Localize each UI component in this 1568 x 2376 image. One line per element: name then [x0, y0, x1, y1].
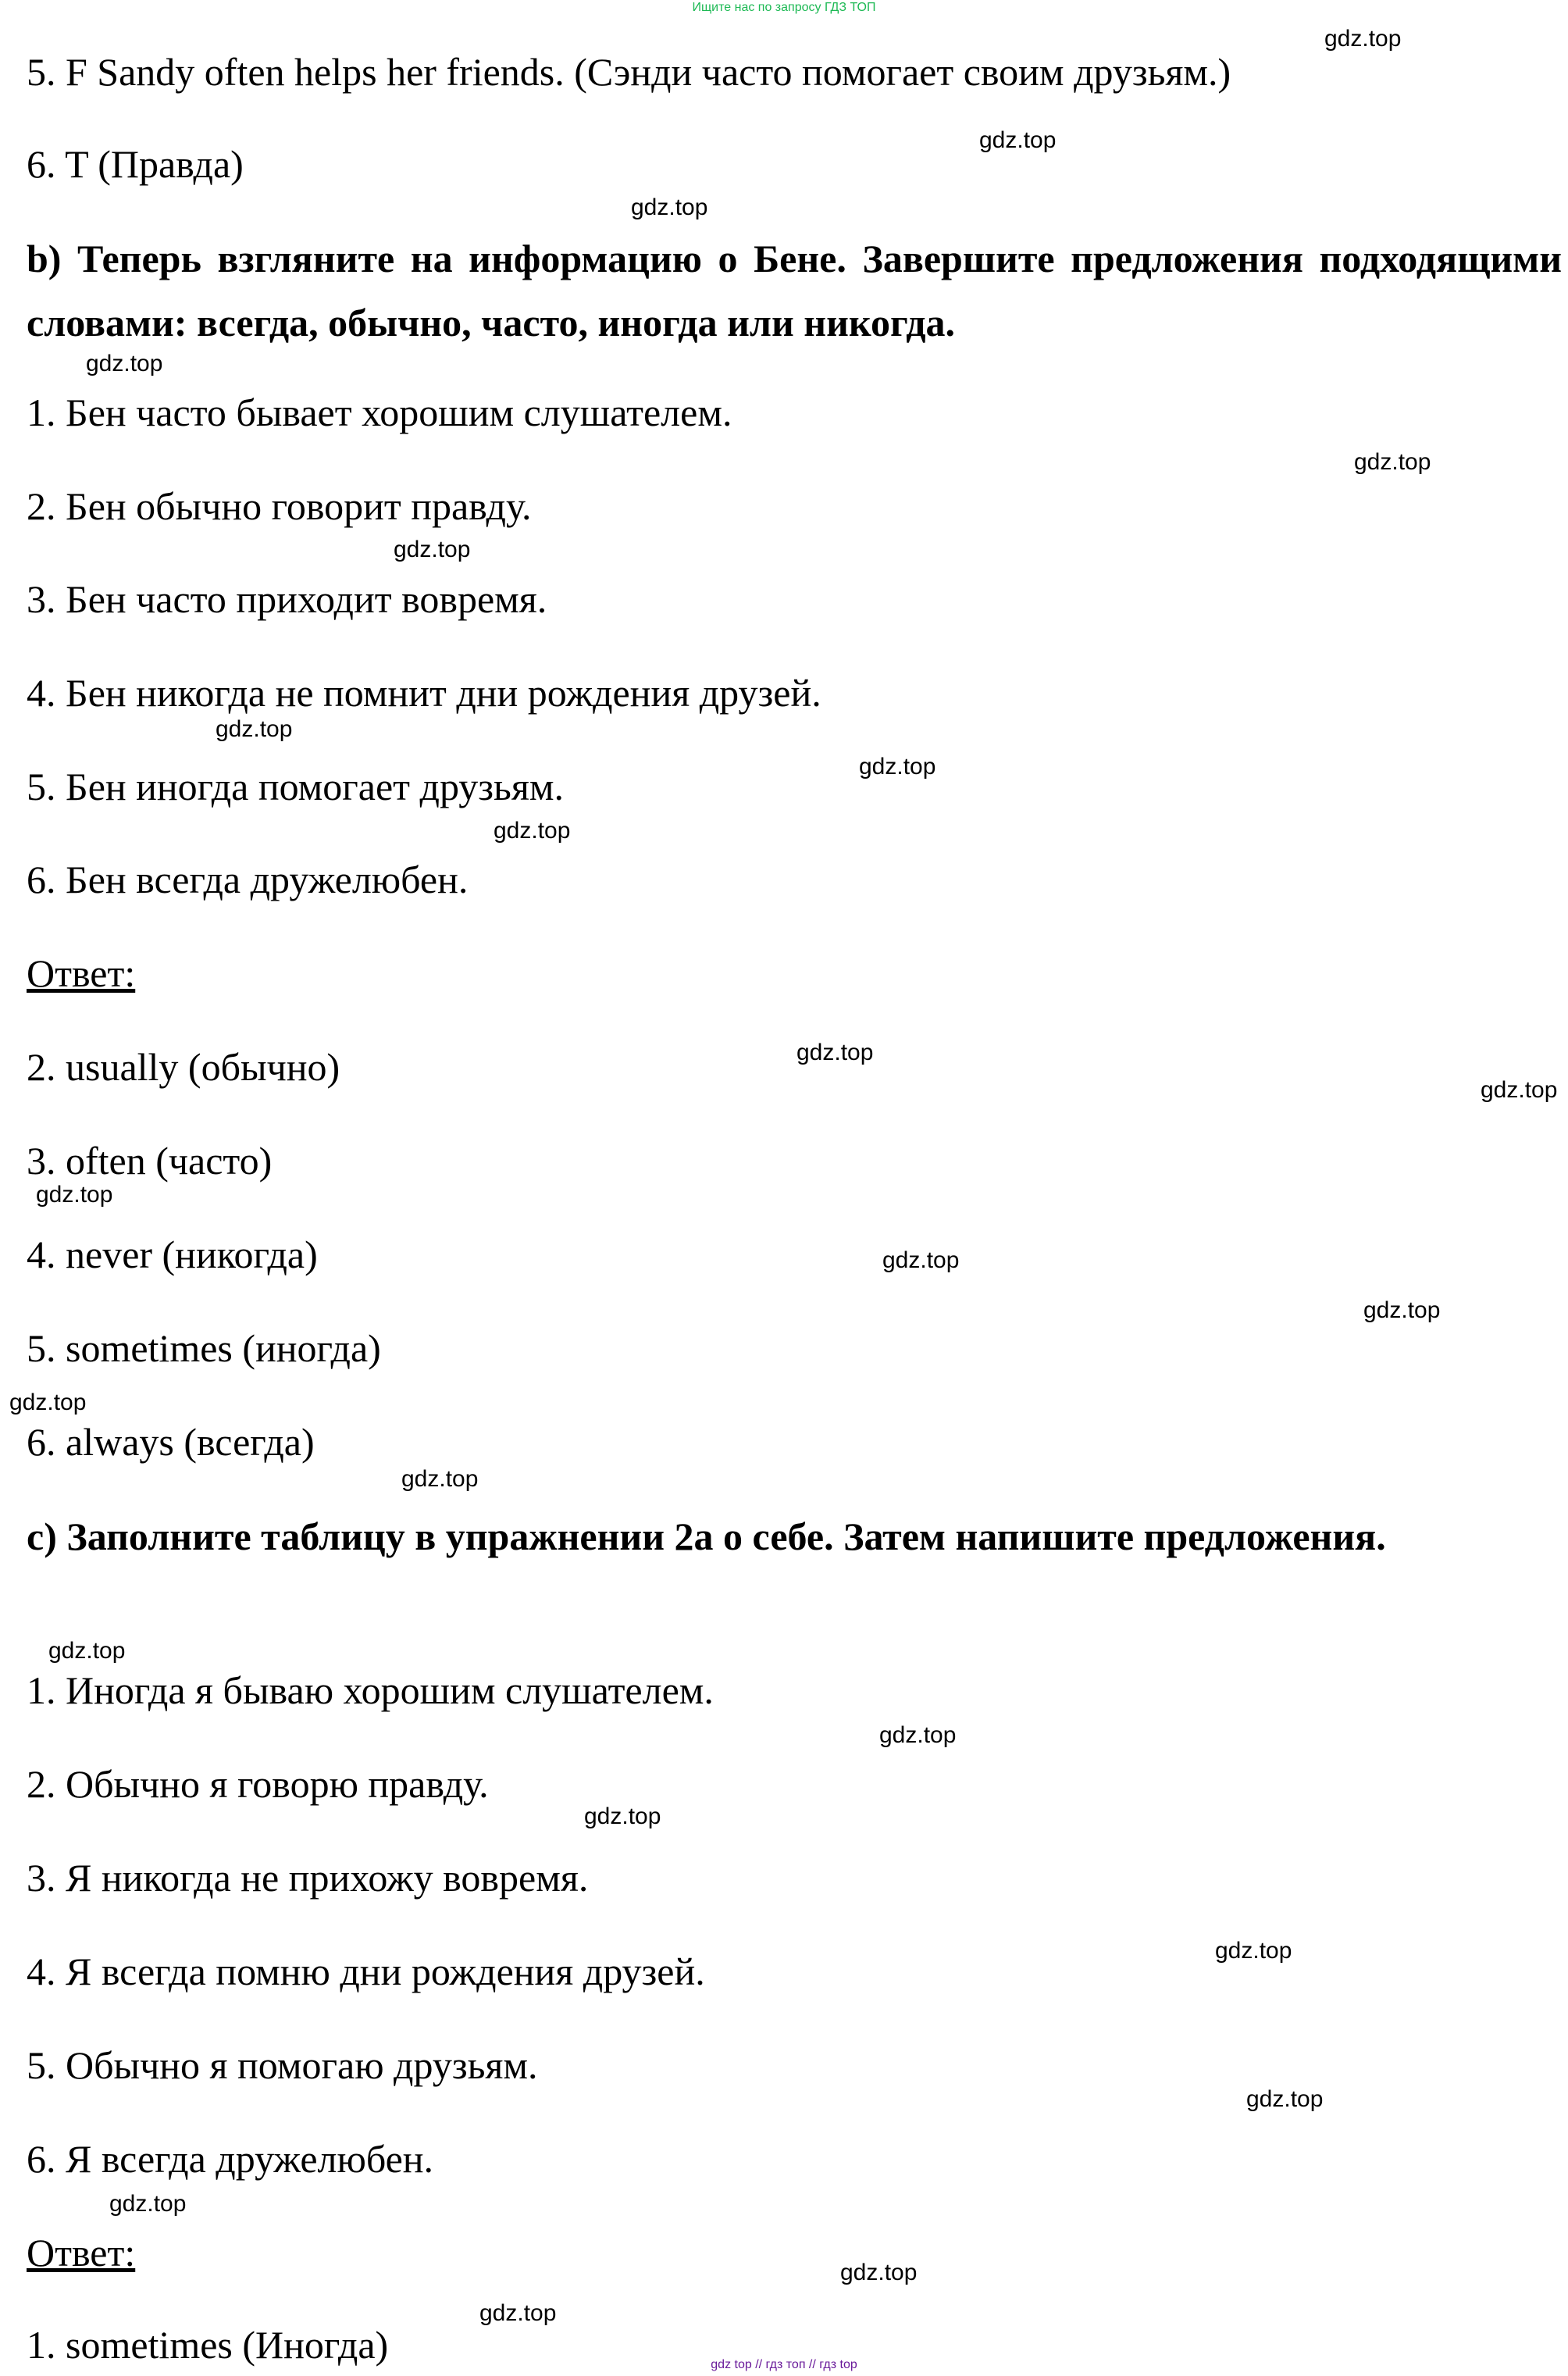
watermark: gdz.top — [1246, 2086, 1324, 2112]
watermark: gdz.top — [631, 194, 708, 220]
watermark: gdz.top — [859, 754, 936, 780]
watermark: gdz.top — [48, 1638, 126, 1664]
watermark: gdz.top — [1324, 26, 1402, 52]
watermark: gdz.top — [979, 127, 1057, 153]
section-b-sentence-2: 2. Бен обычно говорит правду. — [27, 484, 532, 528]
section-b-sentence-5: 5. Бен иногда помогает друзьям. — [27, 765, 564, 808]
watermark: gdz.top — [109, 2191, 187, 2217]
watermark: gdz.top — [401, 1466, 479, 1492]
section-b-answer-6: 6. always (всегда) — [27, 1420, 315, 1464]
section-b-answer-2: 2. usually (обычно) — [27, 1045, 340, 1089]
section-a-line-5: 5. F Sandy often helps her friends. (Сэнди часто помогает своим друзьям.) — [27, 50, 1231, 94]
watermark: gdz.top — [879, 1722, 957, 1748]
section-b-sentence-1: 1. Бен часто бывает хорошим слушателем. — [27, 391, 732, 434]
section-b-answer-4: 4. never (никогда) — [27, 1233, 318, 1276]
section-b-sentence-6: 6. Бен всегда дружелюбен. — [27, 858, 469, 901]
section-c-sentence-6: 6. Я всегда дружелюбен. — [27, 2137, 434, 2181]
watermark: gdz.top — [36, 1182, 113, 1208]
watermark: gdz.top — [1363, 1297, 1441, 1323]
section-b-sentence-3: 3. Бен часто приходит вовремя. — [27, 577, 547, 621]
watermark: gdz.top — [9, 1390, 87, 1415]
section-b-instruction: b) Теперь взгляните на информацию о Бене. Завершите предложения подходящими словами: всегда, обычно, часто, иногда или никогда. — [27, 237, 1562, 344]
header-note: Ищите нас по запросу ГДЗ ТОП — [692, 1, 876, 14]
watermark: gdz.top — [796, 1040, 874, 1065]
watermark: gdz.top — [394, 537, 471, 562]
footer-note: gdz top // гдз топ // гдз top — [711, 2358, 857, 2371]
section-b-answer-5: 5. sometimes (иногда) — [27, 1326, 381, 1370]
watermark: gdz.top — [479, 2300, 557, 2326]
watermark: gdz.top — [86, 351, 163, 376]
watermark: gdz.top — [882, 1247, 960, 1273]
watermark: gdz.top — [494, 818, 571, 844]
section-c-answer-heading: Ответ: — [27, 2231, 136, 2274]
section-a-line-6: 6. T (Правда) — [27, 142, 244, 186]
watermark: gdz.top — [1354, 449, 1431, 475]
section-c-sentence-5: 5. Обычно я помогаю друзьям. — [27, 2043, 538, 2087]
section-c-instruction: c) Заполните таблицу в упражнении 2a о себе. Затем напишите предложения. — [27, 1514, 1386, 1558]
watermark: gdz.top — [1215, 1938, 1292, 1964]
section-b-answer-heading: Ответ: — [27, 951, 136, 995]
section-c-answer-1: 1. sometimes (Иногда) — [27, 2323, 389, 2367]
watermark: gdz.top — [584, 1803, 661, 1829]
section-c-sentence-4: 4. Я всегда помню дни рождения друзей. — [27, 1950, 705, 1993]
watermark: gdz.top — [840, 2260, 918, 2285]
section-b-sentence-4: 4. Бен никогда не помнит дни рождения друзей. — [27, 671, 821, 715]
watermark: gdz.top — [1481, 1077, 1558, 1103]
watermark: gdz.top — [216, 716, 293, 742]
section-b-answer-3: 3. often (часто) — [27, 1139, 273, 1183]
section-c-sentence-3: 3. Я никогда не прихожу вовремя. — [27, 1856, 589, 1900]
section-c-sentence-1: 1. Иногда я бываю хорошим слушателем. — [27, 1668, 714, 1712]
section-c-sentence-2: 2. Обычно я говорю правду. — [27, 1762, 489, 1806]
